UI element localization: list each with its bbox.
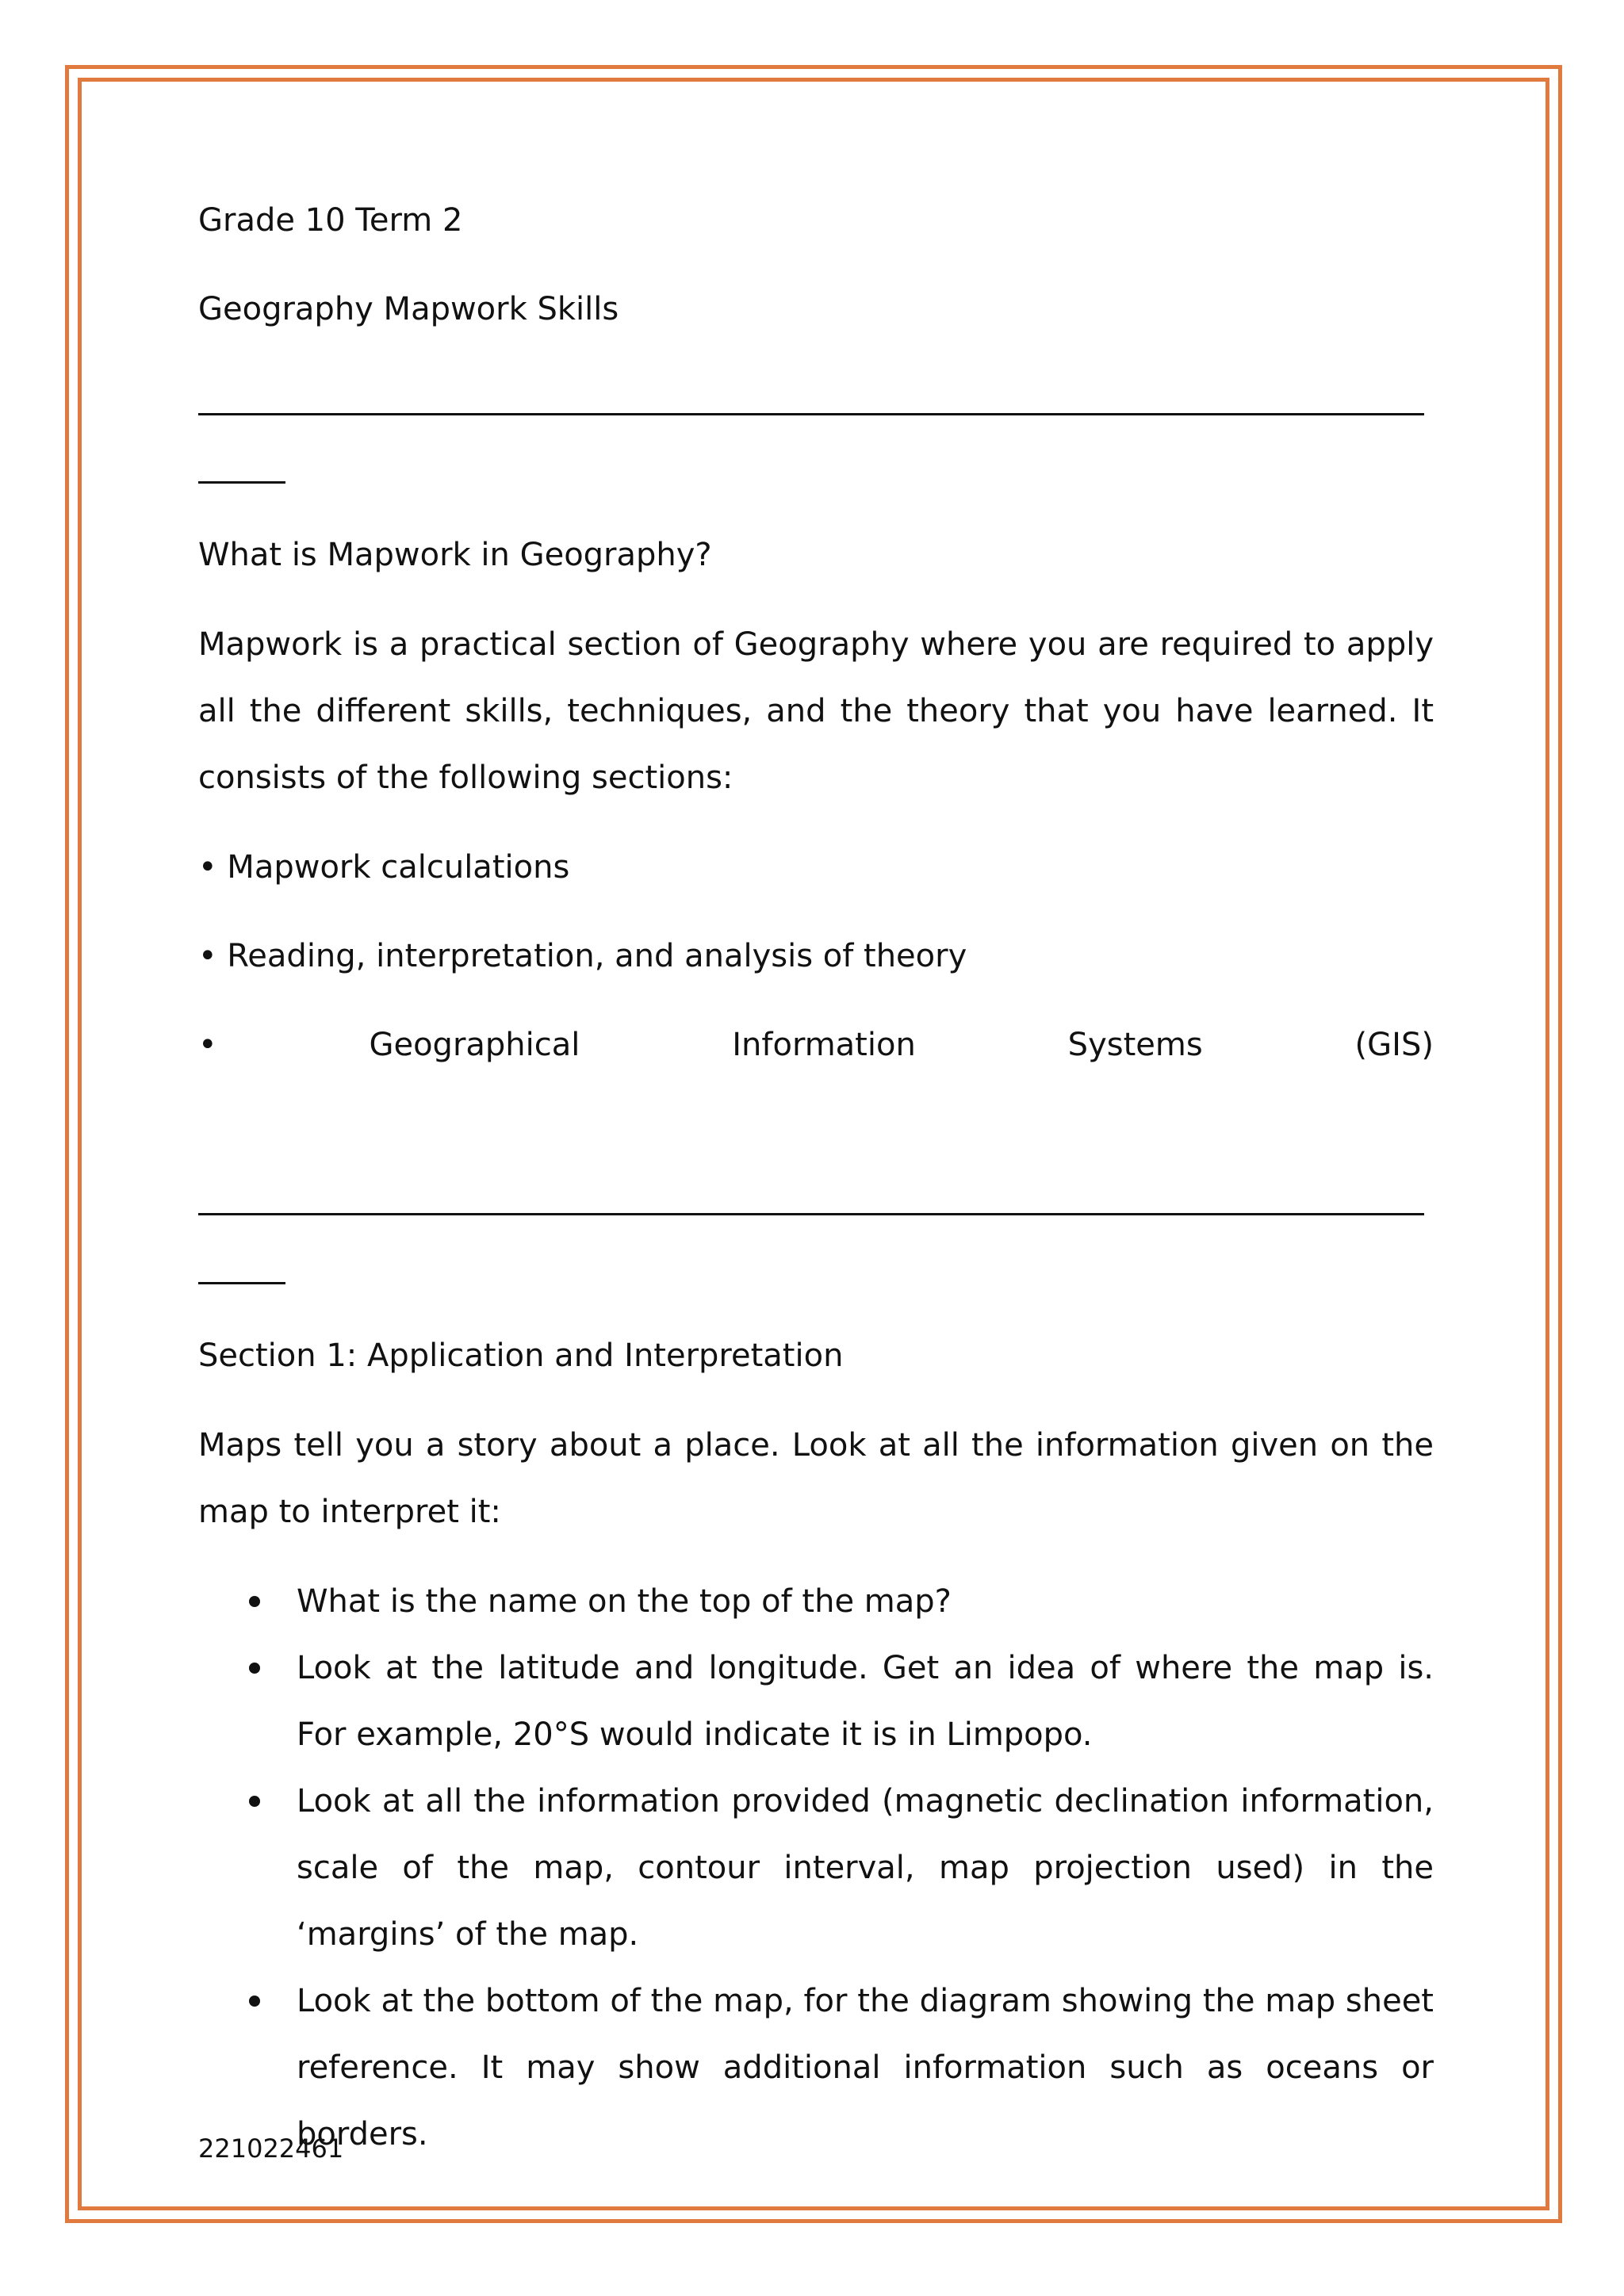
student-number: 221022461 xyxy=(198,2133,344,2164)
subject-title: Geography Mapwork Skills xyxy=(198,291,619,327)
divider-line-short xyxy=(198,481,285,484)
section1-heading: Section 1: Application and Interpretation xyxy=(198,1337,844,1374)
list-item: Look at the latitude and longitude. Get an idea of where the map is. For example, 20°S would indicate it is in Limpopo. xyxy=(198,1635,1434,1768)
section1-bullet-list xyxy=(198,1568,1434,2168)
gis-word-3: Systems xyxy=(1067,1027,1203,1063)
bullet-dot-icon xyxy=(249,1996,260,2007)
gis-word-1: Geographical xyxy=(369,1027,580,1063)
divider-line xyxy=(198,413,1424,415)
bullet-glyph: • xyxy=(198,1027,217,1063)
intro-heading: What is Mapwork in Geography? xyxy=(198,537,712,573)
divider-line-short xyxy=(198,1282,285,1284)
gis-word-2: Information xyxy=(732,1027,916,1063)
intro-bullet-2: • Reading, interpretation, and analysis of theory xyxy=(198,938,967,974)
intro-bullet-1: • Mapwork calculations xyxy=(198,849,570,886)
list-item: What is the name on the top of the map? xyxy=(198,1568,1434,1635)
gis-word-4: (GIS) xyxy=(1354,1027,1434,1063)
intro-paragraph: Mapwork is a practical section of Geography where you are required to apply all the different skills, techniques, and the theory that you have learned. It consists of the following sections: xyxy=(198,626,1434,796)
intro-bullet-3 xyxy=(198,1012,1434,1078)
bullet-dot-icon xyxy=(249,1596,260,1607)
bullet-dot-icon xyxy=(249,1663,260,1674)
bullet-dot-icon xyxy=(249,1796,260,1807)
list-item: Look at all the information provided (magnetic declination information, scale of the map, contour interval, map projection used) in the ‘margins’ of the map. xyxy=(198,1768,1434,1968)
grade-term-title: Grade 10 Term 2 xyxy=(198,202,463,239)
list-item: Look at the bottom of the map, for the diagram showing the map sheet reference. It may show additional information such as oceans or borders. xyxy=(198,1968,1434,2168)
divider-line xyxy=(198,1213,1424,1215)
section1-paragraph: Maps tell you a story about a place. Look at all the information given on the map to interpret it: xyxy=(198,1427,1434,1530)
